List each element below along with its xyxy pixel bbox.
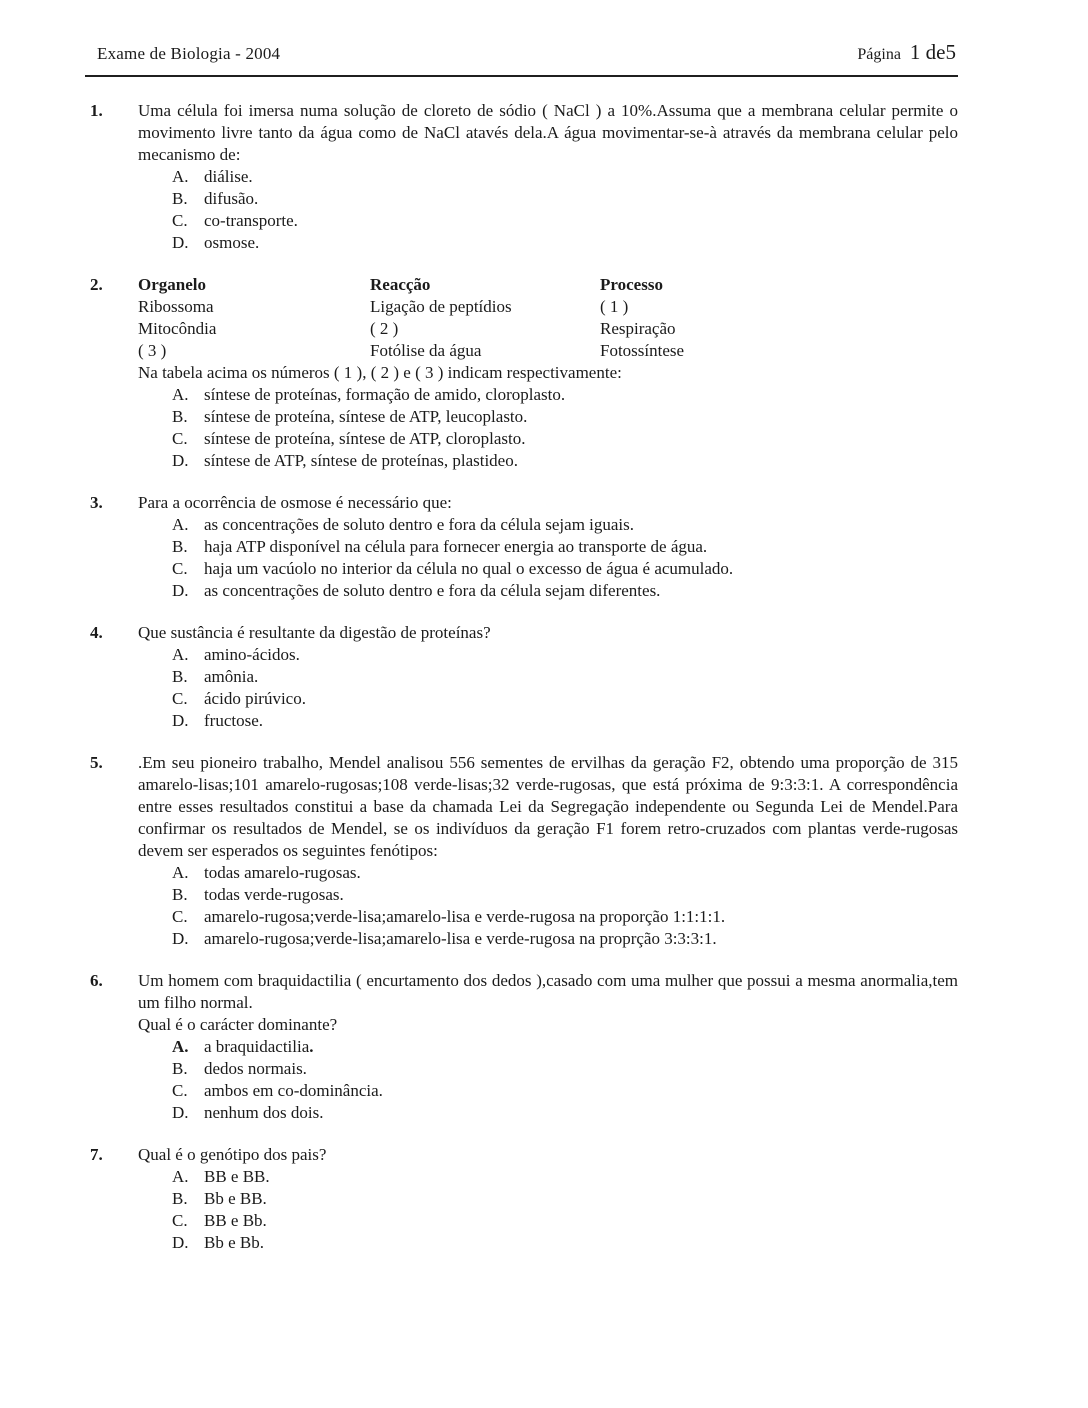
option-row: [138, 1188, 958, 1210]
option-text: [204, 1232, 958, 1254]
option-text: [204, 384, 958, 406]
table-cell: Fotólise da água: [370, 341, 482, 360]
question-number: 5.: [90, 753, 103, 772]
question-number: 4.: [90, 623, 103, 642]
option-row: [138, 536, 958, 558]
option-row: [138, 862, 958, 884]
option-row: [138, 644, 958, 666]
option-row: [138, 1102, 958, 1124]
option-text: [204, 928, 958, 950]
page-header: [85, 40, 958, 77]
option-text-main: co-transporte.: [204, 211, 298, 230]
option-row: [138, 884, 958, 906]
option-text: [204, 210, 958, 232]
option-letter: B.: [172, 189, 188, 208]
option-row: [138, 928, 958, 950]
option-text-main: diálise.: [204, 167, 253, 186]
option-text-main: difusão.: [204, 189, 259, 208]
question-body: [138, 274, 958, 472]
option-letter: C.: [172, 689, 188, 708]
option-letter: A.: [172, 1167, 189, 1186]
option-letter: D.: [172, 929, 189, 948]
option-text-main: as concentrações de soluto dentro e fora da célula sejam iguais.: [204, 515, 635, 534]
option-text-main: síntese de proteínas, formação de amido, cloroplasto.: [204, 385, 566, 404]
option-text: [204, 1058, 958, 1080]
option-text: [204, 406, 958, 428]
option-letter: C.: [172, 559, 188, 578]
option-row: [138, 406, 958, 428]
option-letter: C.: [172, 429, 188, 448]
table-cell: Ligação de peptídios: [370, 297, 512, 316]
exam-title: Exame de Biologia - 2004: [97, 44, 281, 63]
question-block: [85, 274, 958, 472]
option-text-main: as concentrações de soluto dentro e fora da célula sejam diferentes.: [204, 581, 661, 600]
option-text-main: amônia.: [204, 667, 259, 686]
option-text-main: síntese de ATP, síntese de proteínas, plastideo.: [204, 451, 518, 470]
option-text-main: amino-ácidos.: [204, 645, 300, 664]
option-row: [138, 188, 958, 210]
question-block: [85, 622, 958, 732]
table-row: [138, 318, 958, 340]
question-stem: Um homem com braquidactilia ( encurtamento dos dedos ),casado com uma mulher que possui a mesma anormalia,tem um filho normal.: [138, 971, 958, 1012]
option-text: [204, 188, 958, 210]
option-letter: C.: [172, 1081, 188, 1100]
page-num: 1 de5: [909, 40, 956, 64]
option-letter: C.: [172, 1211, 188, 1230]
option-letter: D.: [172, 451, 189, 470]
option-row: [138, 384, 958, 406]
option-text-main: osmose.: [204, 233, 260, 252]
option-text-main: dedos normais.: [204, 1059, 307, 1078]
question-stem: Qual é o genótipo dos pais?: [138, 1145, 327, 1164]
question-body: [138, 100, 958, 254]
question-number: 7.: [90, 1145, 103, 1164]
option-row: [138, 450, 958, 472]
option-letter: D.: [172, 1103, 189, 1122]
option-row: [138, 558, 958, 580]
option-letter: B.: [172, 407, 188, 426]
option-text-main: todas verde-rugosas.: [204, 885, 344, 904]
option-text: [204, 166, 958, 188]
option-row: [138, 166, 958, 188]
table-cell: ( 1 ): [600, 297, 629, 316]
option-text: [204, 1080, 958, 1102]
option-text: [204, 1036, 958, 1058]
option-row: [138, 514, 958, 536]
option-text: [204, 710, 958, 732]
option-row: [138, 1210, 958, 1232]
option-letter: A.: [172, 645, 189, 664]
question-stem: Que sustância é resultante da digestão de proteínas?: [138, 623, 491, 642]
question-number: 6.: [90, 971, 103, 990]
option-row: [138, 580, 958, 602]
option-text: [204, 1210, 958, 1232]
table-header-cell: Organelo: [138, 275, 206, 294]
question-body: [138, 752, 958, 950]
option-row: [138, 906, 958, 928]
table-row: [138, 340, 958, 362]
option-text: [204, 666, 958, 688]
question-block: [85, 492, 958, 602]
table-header-cell: Reacção: [370, 275, 431, 294]
table-cell: ( 2 ): [370, 319, 399, 338]
question-number: 1.: [90, 101, 103, 120]
question-stem: Uma célula foi imersa numa solução de cloreto de sódio ( NaCl ) a 10%.Assuma que a membrana celular permite o movimento livre tanto da água como de NaCl atavés dela.A água movimentar-se-à através da membrana celular pelo mecanismo de:: [138, 101, 958, 164]
option-text-main: ambos em co-dominância.: [204, 1081, 383, 1100]
option-text: [204, 688, 958, 710]
option-text-main: nenhum dos dois.: [204, 1103, 324, 1122]
option-text: [204, 232, 958, 254]
option-text-main: Bb e Bb.: [204, 1233, 264, 1252]
option-text: [204, 906, 958, 928]
option-text-main: amarelo-rugosa;verde-lisa;amarelo-lisa e verde-rugosa na proprção 3:3:3:1.: [204, 929, 717, 948]
option-text-main: BB e BB.: [204, 1167, 270, 1186]
option-letter: B.: [172, 885, 188, 904]
question-body: [138, 622, 958, 732]
option-letter: A.: [172, 167, 189, 186]
option-text: [204, 580, 958, 602]
question-number: 3.: [90, 493, 103, 512]
question-body: [138, 492, 958, 602]
option-text: [204, 1188, 958, 1210]
page-number: [857, 40, 956, 65]
option-text-main: síntese de proteína, síntese de ATP, leucoplasto.: [204, 407, 528, 426]
option-text: [204, 1102, 958, 1124]
option-row: [138, 710, 958, 732]
table-header-cell: Processo: [600, 275, 663, 294]
page-word: Página: [857, 46, 901, 63]
option-row: [138, 1036, 958, 1058]
option-text-main: síntese de proteína, síntese de ATP, cloroplasto.: [204, 429, 526, 448]
option-text-main: Bb e BB.: [204, 1189, 267, 1208]
option-row: [138, 1058, 958, 1080]
option-text: [204, 862, 958, 884]
question-block: [85, 100, 958, 254]
option-row: [138, 232, 958, 254]
table-row: [138, 296, 958, 318]
option-text-main: ácido pirúvico.: [204, 689, 306, 708]
option-text-suffix: .: [309, 1037, 314, 1056]
table-cell: Respiração: [600, 319, 676, 338]
question-block: [85, 970, 958, 1124]
option-text-main: haja um vacúolo no interior da célula no qual o excesso de água é acumulado.: [204, 559, 734, 578]
table-cell: Fotossíntese: [600, 341, 685, 360]
option-text: [204, 884, 958, 906]
option-letter: A.: [172, 1037, 189, 1056]
option-text: [204, 644, 958, 666]
option-text-main: amarelo-rugosa;verde-lisa;amarelo-lisa e verde-rugosa na proporção 1:1:1:1.: [204, 907, 726, 926]
option-row: [138, 1166, 958, 1188]
questions-list: [85, 100, 958, 1254]
option-letter: B.: [172, 1059, 188, 1078]
question-body: [138, 970, 958, 1124]
option-text: [204, 558, 958, 580]
question-stem: .Em seu pioneiro trabalho, Mendel analisou 556 sementes de ervilhas da geração F2, obtendo uma proporção de 315 amarelo-lisas;101 amarelo-rugosas;108 verde-lisas;32 verde-rugosas, que está próxima de 9:3:3:1. A correspondência entre esses resultados constitui a base da chamada Lei da Segregação independente ou Segunda Lei de Mendel.Para confirmar os resultados de Mendel, se os indivíduos da geração F1 forem retro-cruzados com plantas verde-rugosas devem ser esperados os seguintes fenótipos:: [138, 753, 958, 860]
option-text-main: fructose.: [204, 711, 264, 730]
option-text: [204, 514, 958, 536]
option-row: [138, 428, 958, 450]
option-row: [138, 688, 958, 710]
question-block: [85, 1144, 958, 1254]
organelle-table: [138, 274, 958, 362]
option-letter: D.: [172, 711, 189, 730]
option-letter: A.: [172, 385, 189, 404]
option-letter: D.: [172, 1233, 189, 1252]
option-row: [138, 210, 958, 232]
option-letter: C.: [172, 211, 188, 230]
question-body: [138, 1144, 958, 1254]
option-letter: A.: [172, 515, 189, 534]
option-letter: B.: [172, 1189, 188, 1208]
table-cell: Mitocôndia: [138, 319, 217, 338]
option-letter: C.: [172, 907, 188, 926]
option-text-main: a braquidactilia: [204, 1037, 310, 1056]
option-text: [204, 428, 958, 450]
question-stem: Para a ocorrência de osmose é necessário que:: [138, 493, 452, 512]
option-row: [138, 1232, 958, 1254]
table-header-row: [138, 274, 958, 296]
question-block: [85, 752, 958, 950]
option-text: [204, 450, 958, 472]
question-number: 2.: [90, 275, 103, 294]
option-text: [204, 536, 958, 558]
option-text: [204, 1166, 958, 1188]
option-letter: A.: [172, 863, 189, 882]
option-text-main: todas amarelo-rugosas.: [204, 863, 361, 882]
option-letter: B.: [172, 537, 188, 556]
question-stem: Qual é o carácter dominante?: [138, 1015, 338, 1034]
option-letter: B.: [172, 667, 188, 686]
table-cell: Ribossoma: [138, 297, 214, 316]
table-cell: ( 3 ): [138, 341, 167, 360]
option-row: [138, 1080, 958, 1102]
option-letter: D.: [172, 581, 189, 600]
question-stem: Na tabela acima os números ( 1 ), ( 2 ) e ( 3 ) indicam respectivamente:: [138, 363, 622, 382]
option-text-main: haja ATP disponível na célula para fornecer energia ao transporte de água.: [204, 537, 708, 556]
option-letter: D.: [172, 233, 189, 252]
option-text-main: BB e Bb.: [204, 1211, 267, 1230]
option-row: [138, 666, 958, 688]
